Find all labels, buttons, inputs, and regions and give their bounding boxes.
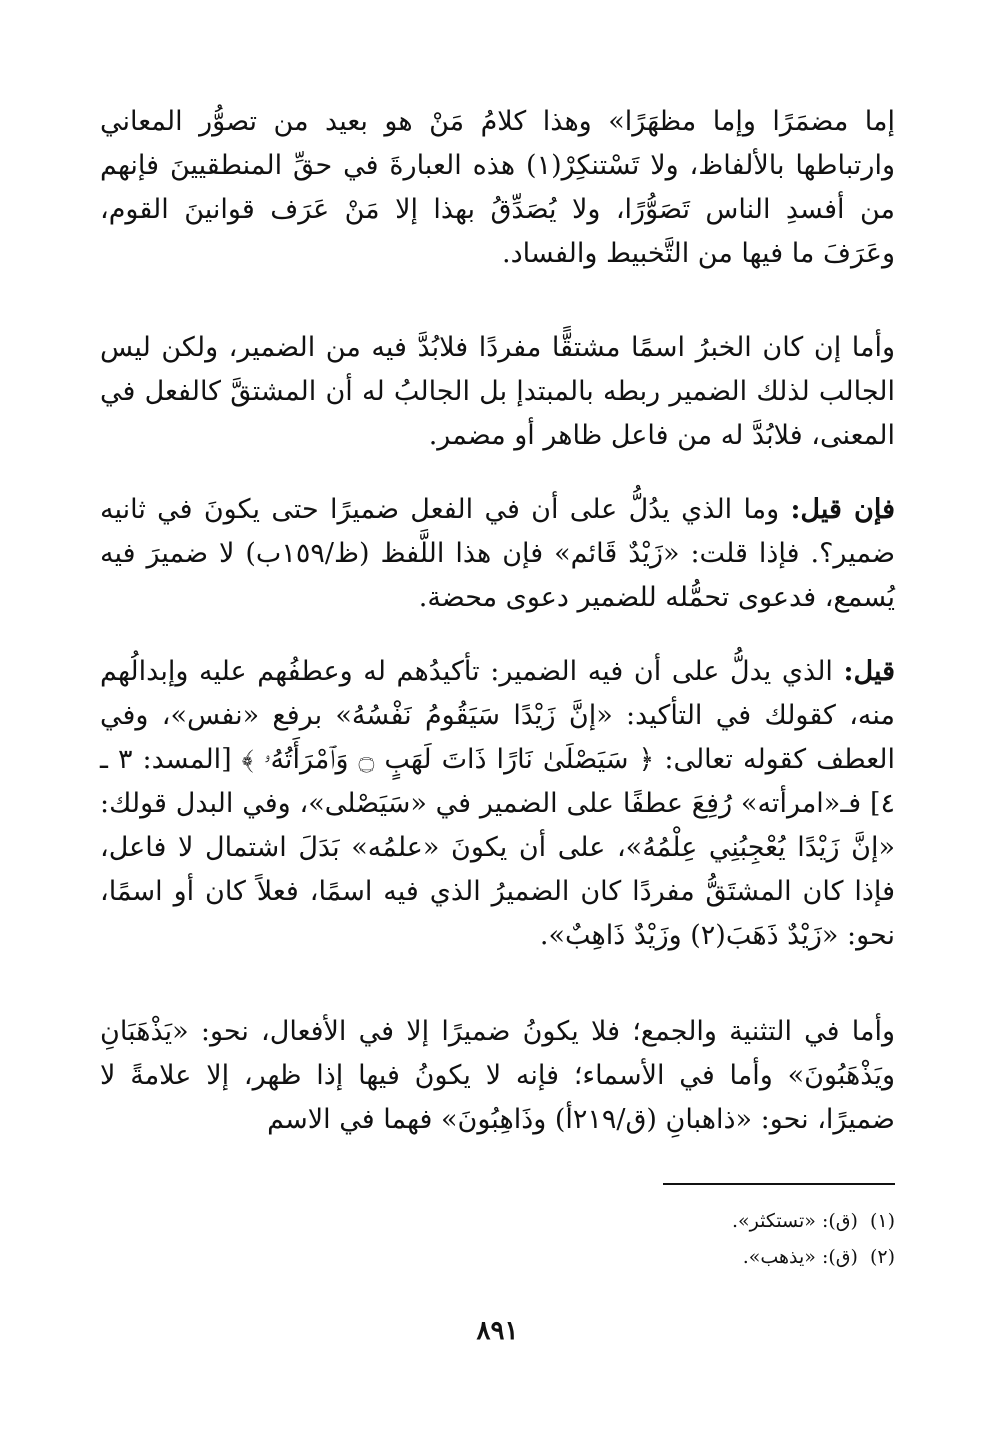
paragraph-text: وأما إن كان الخبرُ اسمًا مشتقًّا مفردًا فلابُدَّ فيه من الضمير، ولكن ليس الجالب لذلك الضمير ربطه بالمبتدإ بل الجالبُ له أن المشتقَّ كالفعل في المعنى، فلابُدَّ له من فاعل ظاهر أو مضمر. <box>100 332 895 451</box>
paragraph-text: وما الذي يدُلُّ على أن في الفعل ضميرًا حتى يكونَ في ثانيه ضمير؟. فإذا قلت: «زَيْدٌ قَائم» فإن هذا اللَّفظ (ظ/١٥٩ب) لا ضميرَ فيه يُسمع، فدعوى تحمُّله للضمير دعوى محضة. <box>100 494 895 613</box>
paragraph-4 <box>100 650 895 958</box>
paragraph-5 <box>100 1010 895 1142</box>
paragraph-1 <box>100 100 895 276</box>
paragraph-3 <box>100 488 895 620</box>
footnote-number: (١) <box>869 1210 895 1232</box>
paragraph-text: الذي يدلُّ على أن فيه الضمير: تأكيدُهم له وعطفُهم عليه وإبدالُهم منه، كقولك في التأكيد: «إنَّ زَيْدًا سَيَقُومُ نَفْسُهُ» برفع «نفس»، وفي العطف كقوله تعالى: ﴿ سَيَصْلَىٰ نَارًا ذَاتَ لَهَبٍ ۝ وَٱمْرَأَتُهُۥ ﴾ [المسد: ٣ ـ ٤] فـ«امرأته» رُفِعَ عطفًا على الضمير في «سَيَصْلى»، وفي البدل قولك: «إنَّ زَيْدًا يُعْجِبُنِي عِلْمُهُ»، على أن يكونَ «علمُه» بَدَلَ اشتمال لا فاعل، فإذا كان المشتَقُّ مفردًا كان الضميرُ الذي فيه اسمًا، فعلاً كان أو اسمًا، نحو: «زَيْدٌ ذَهَبَ(٢) وزَيْدٌ ذَاهِبٌ». <box>100 656 895 951</box>
paragraph-2 <box>100 326 895 458</box>
footnote-1 <box>395 1203 895 1239</box>
footnote-number: (٢) <box>869 1246 895 1268</box>
footnotes <box>395 1203 895 1275</box>
paragraph-lead: قيل: <box>843 656 895 687</box>
page-number: ٨٩١ <box>476 1316 519 1346</box>
footnote-text: (ق): «يذهب». <box>742 1246 858 1268</box>
paragraph-text: وأما في التثنية والجمع؛ فلا يكونُ ضميرًا إلا في الأفعال، نحو: «يَذْهَبَانِ ويَذْهَبُونَ» وأما في الأسماء؛ فإنه لا يكونُ فيها إذا ظهر، إلا علامةً لا ضميرًا، نحو: «ذاهبانِ (ق/٢١٩أ) وذَاهِبُونَ» فهما في الاسم <box>100 1016 895 1135</box>
paragraph-text: إما مضمَرًا وإما مظهَرًا» وهذا كلامُ مَنْ هو بعيد من تصوُّر المعاني وارتباطها بالألفاظ، ولا تَسْتنكِرْ(١) هذه العبارةَ في حقِّ المنطقيينَ فإنهم من أفسدِ الناس تَصَوُّرًا، ولا يُصَدِّقُ بهذا إلا مَنْ عَرَف قوانينَ القوم، وعَرَفَ ما فيها من التَّخبيط والفساد. <box>100 106 896 269</box>
footnote-text: (ق): «تستكثر». <box>731 1210 858 1232</box>
paragraph-lead: فإن قيل: <box>790 494 895 525</box>
footnote-separator <box>663 1183 895 1185</box>
footnote-2 <box>395 1239 895 1275</box>
